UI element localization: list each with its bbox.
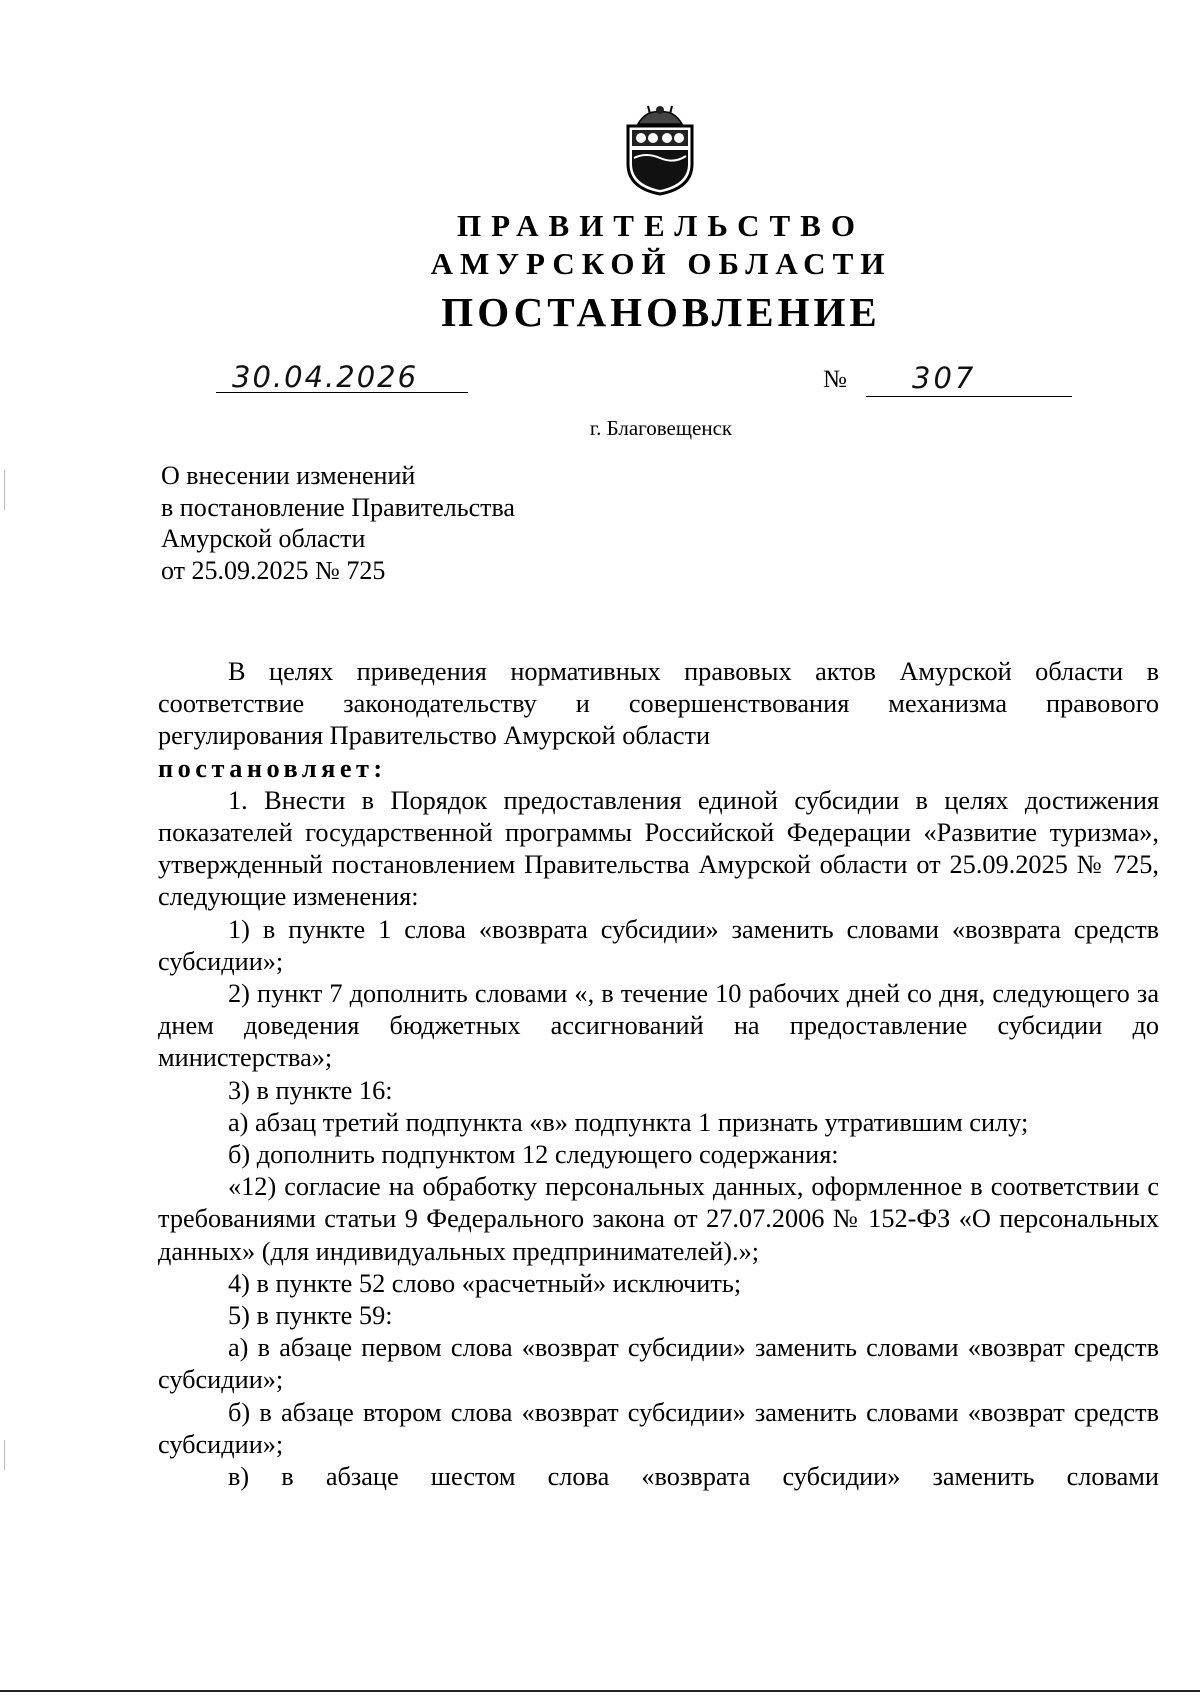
body-paragraph: а) в абзаце первом слова «возврат субсидии» заменить словами «возврат средств субсидии»; bbox=[158, 1333, 1159, 1395]
document-body bbox=[158, 656, 1159, 1493]
org-name-line1: ПРАВИТЕЛЬСТВО bbox=[457, 208, 865, 243]
body-paragraph: 2) пункт 7 дополнить словами «, в течение 10 рабочих дней со дня, следующего за днем доведения бюджетных ассигнований на предоставление субсидии до министерства»; bbox=[158, 979, 1159, 1073]
body-paragraph: 3) в пункте 16: bbox=[228, 1075, 393, 1105]
coat-of-arms-icon bbox=[624, 102, 696, 196]
body-paragraph: 1. Внести в Порядок предоставления единой субсидии в целях достижения показателей государственной программы Российской Федерации «Развитие туризма», утвержденный постановлением Правительства Амурской области от 25.09.2025 № 725, следующие изменения: bbox=[158, 785, 1159, 912]
scan-edge-mark bbox=[4, 470, 5, 510]
body-paragraph: 1) в пункте 1 слова «возврата субсидии» заменить словами «возврата средств субсидии»; bbox=[158, 914, 1159, 976]
body-paragraph: 5) в пункте 59: bbox=[228, 1301, 393, 1331]
title-line: Амурской области bbox=[161, 524, 366, 553]
date-underline bbox=[216, 392, 468, 393]
number-underline bbox=[866, 396, 1072, 397]
org-name-line2: АМУРСКОЙ ОБЛАСТИ bbox=[430, 246, 892, 281]
body-paragraph: б) в абзаце втором слова «возврат субсидии» заменить словами «возврат средств субсидии»; bbox=[158, 1397, 1159, 1459]
page-bottom-edge bbox=[0, 1690, 1200, 1692]
body-paragraph: в) в абзаце шестом слова «возврата субсидии» заменить словами bbox=[228, 1462, 1159, 1492]
title-line: в постановление Правительства bbox=[161, 492, 515, 522]
body-paragraph: а) абзац третий подпункта «в» подпункта 1 признать утратившим силу; bbox=[228, 1107, 1029, 1137]
body-paragraph: б) дополнить подпунктом 12 следующего содержания: bbox=[228, 1140, 839, 1170]
body-paragraph: 4) в пункте 52 слово «расчетный» исключить; bbox=[228, 1268, 742, 1298]
number-sign: № bbox=[823, 366, 847, 393]
document-number: 307 bbox=[912, 361, 977, 395]
document-type: ПОСТАНОВЛЕНИЕ bbox=[441, 289, 881, 335]
intro-paragraph: В целях приведения нормативных правовых актов Амурской области в соответствие законодательству и совершенствования механизма правового регулирования Правительство Амурской области bbox=[158, 657, 1159, 751]
city: г. Благовещенск bbox=[589, 416, 733, 440]
resolves-heading: постановляет: bbox=[158, 753, 387, 783]
scan-edge-mark bbox=[4, 1440, 5, 1470]
document-title bbox=[161, 460, 515, 586]
body-paragraph: «12) согласие на обработку персональных данных, оформленное в соответствии с требованиями статьи 9 Федерального закона от 27.07.2006 № 152-ФЗ «О персональных данных» (для индивидуальных предпринимателей).»; bbox=[158, 1172, 1159, 1266]
title-line: от 25.09.2025 № 725 bbox=[161, 555, 386, 585]
title-line: О внесении изменений bbox=[161, 461, 416, 490]
document-date: 30.04.2026 bbox=[232, 360, 419, 394]
